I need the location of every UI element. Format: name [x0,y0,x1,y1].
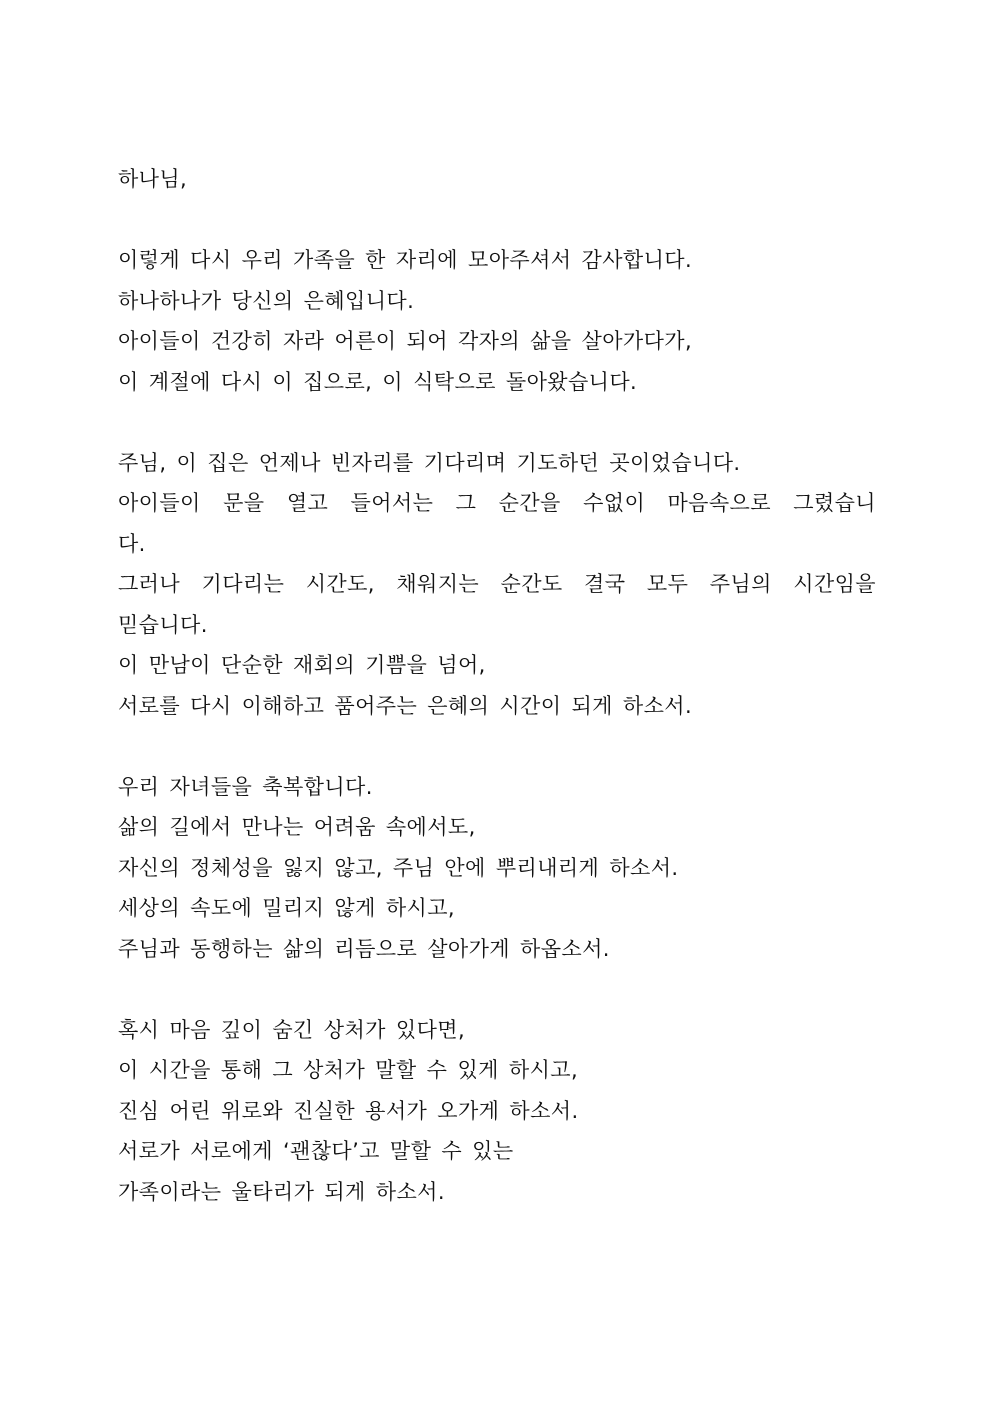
text-line: 아이들이 건강히 자라 어른이 되어 각자의 삶을 살아가다가, [118,329,693,353]
text-line: 주님과 동행하는 삶의 리듬으로 살아가게 하옵소서. [118,936,610,961]
text-line: 이렇게 다시 우리 가족을 한 자리에 모아주셔서 감사합니다. [118,248,693,272]
text-line: 자신의 정체성을 잃지 않고, 주님 안에 뿌리내리게 하소서. [118,855,679,880]
text-line: 다. [118,531,146,556]
paragraph-break [118,402,876,443]
text-line: 이 만남이 단순한 재회의 기쁨을 넘어, [118,653,486,677]
text-line: 이 시간을 통해 그 상처가 말할 수 있게 하시고, [118,1058,579,1082]
prayer-text [118,159,876,1212]
text-line: 하나하나가 당신의 은혜입니다. [118,288,415,313]
paragraph-break [118,200,876,241]
text-line: 주님, 이 집은 언제나 빈자리를 기다리며 기도하던 곳이었습니다. [118,450,741,475]
text-line: 세상의 속도에 밀리지 않게 하시고, [118,896,455,920]
text-line: 아이들이 문을 열고 들어서는 그 순간을 수없이 마음속으로 그렸습니 [118,491,876,515]
text-line: 가족이라는 울타리가 되게 하소서. [118,1179,445,1204]
text-line: 이 계절에 다시 이 집으로, 이 식탁으로 돌아왔습니다. [118,369,638,394]
text-line: 혹시 마음 깊이 숨긴 상처가 있다면, [118,1017,466,1042]
text-line: 진심 어린 위로와 진실한 용서가 오가게 하소서. [118,1098,579,1123]
text-line: 우리 자녀들을 축복합니다. [118,774,373,799]
paragraph-break [118,969,876,1010]
text-line: 서로를 다시 이해하고 품어주는 은혜의 시간이 되게 하소서. [118,693,693,718]
salutation: 하나님, [118,167,188,191]
text-line: 그러나 기다리는 시간도, 채워지는 순간도 결국 모두 주님의 시간임을 [118,572,876,596]
text-line: 서로가 서로에게 ‘괜찮다’고 말할 수 있는 [118,1139,514,1163]
text-line: 삶의 길에서 만나는 어려움 속에서도, [118,815,476,839]
text-line: 믿습니다. [118,612,208,637]
paragraph-break [118,726,876,767]
